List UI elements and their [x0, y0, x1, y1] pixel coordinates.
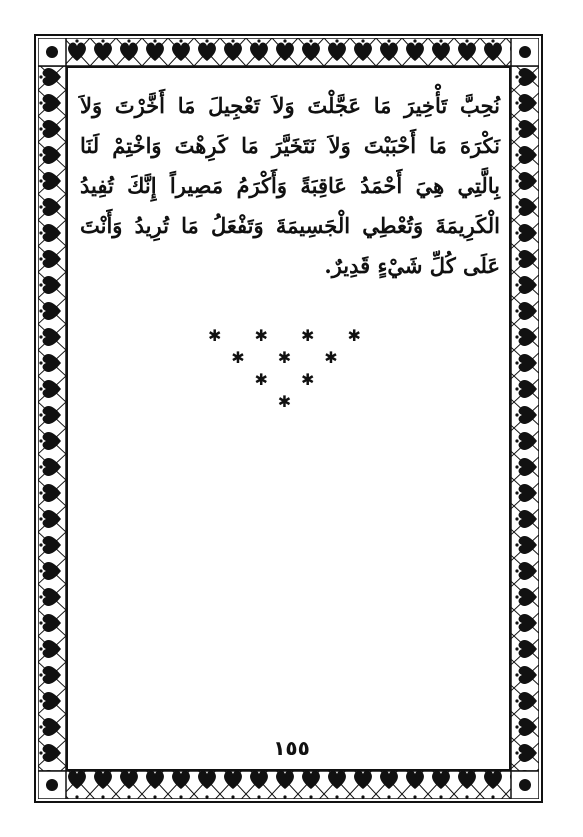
text-line: عَلَى كُلِّ شَيْءٍ قَدِيرٌ.: [324, 253, 500, 278]
page-number: ١٥٥: [273, 736, 310, 760]
star-row: ✱ ✱ ✱: [231, 348, 352, 367]
star-row: ✱ ✱ ✱ ✱: [208, 326, 375, 345]
text-line: نَكْرَهَ مَا أَحْبَبْتَ وَلاَ نَتَخَيَّرَ مَا كَرِهْتَ وَاخْتِمْ لَنَا: [80, 133, 500, 158]
prayer-text: [80, 86, 500, 286]
star-row: ✱ ✱: [254, 370, 329, 389]
text-line: نُحِبَّ تَأْخِيرَ مَا عَجَّلْتَ وَلاَ تَعْجِيلَ مَا أَخَّرْتَ وَلاَ: [80, 93, 500, 118]
text-line: بِالَّتِي هِيَ أَحْمَدُ عَاقِبَةً وَأَكْرَمُ مَصِيراً إِنَّكَ تُفِيدُ: [80, 173, 500, 198]
star-ornament: [0, 325, 583, 413]
star-row: ✱: [277, 392, 306, 411]
text-line: الْكَرِيمَةَ وَتُعْطِي الْجَسِيمَةَ وَتَفْعَلُ مَا تُرِيدُ وَأَنْتَ: [80, 213, 500, 238]
